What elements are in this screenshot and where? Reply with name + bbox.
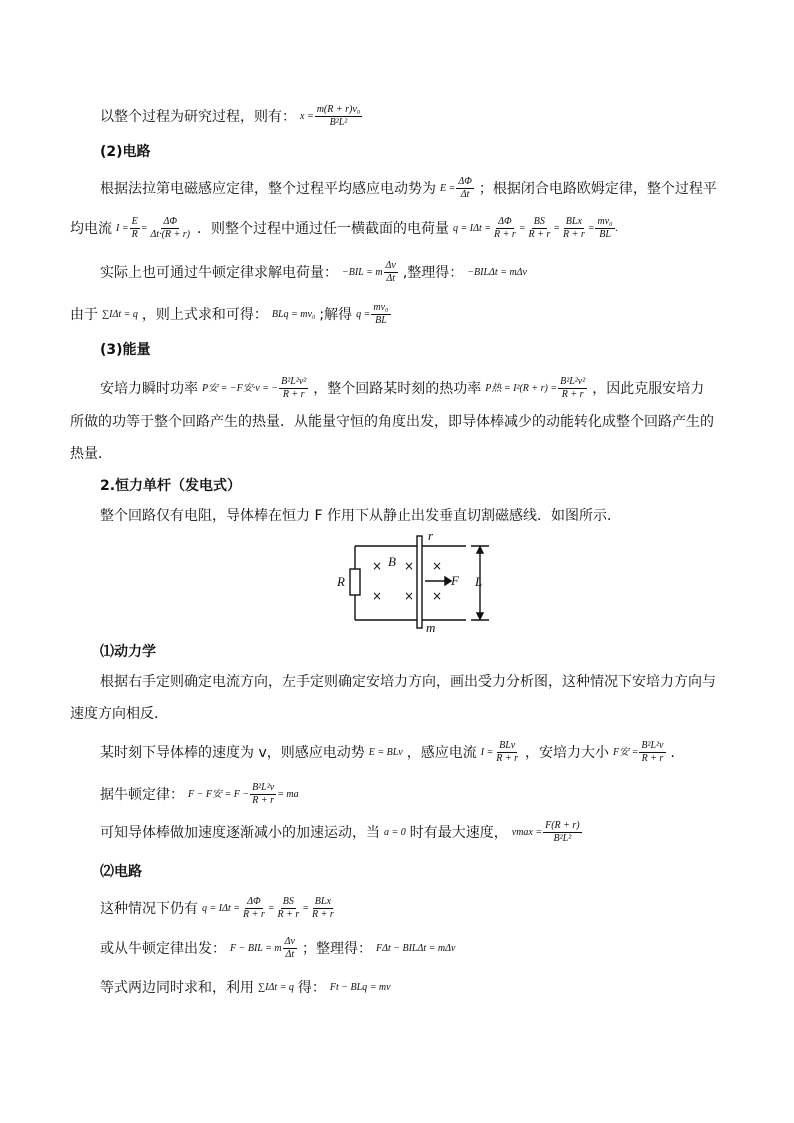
denominator: Δt [285, 949, 295, 960]
numerator: F(R + r) [545, 820, 580, 831]
field-cross: × [372, 559, 383, 573]
fraction [250, 782, 276, 807]
formula-sum: ∑IΔt = q [102, 308, 138, 320]
formula-a: a = 0 [384, 826, 406, 838]
field-cross: × [432, 559, 443, 573]
paragraph-charge [100, 896, 341, 921]
equals: = [518, 222, 526, 234]
fraction [241, 896, 267, 921]
heading-section-2: 2.恒力单杆（发电式） [100, 478, 242, 494]
label-m: m [426, 620, 436, 635]
text: ，因此克服安培力 [592, 380, 705, 397]
heading-circuit: (2)电路 [100, 144, 151, 160]
formula-result: −BILΔt = mΔv [467, 266, 527, 278]
fraction [315, 104, 363, 129]
paragraph-line: 所做的功等于整个回路产生的热量．从能量守恒的角度出发，即导体棒减少的动能转化成整个回路产生的 [70, 414, 714, 430]
numerator: ΔΦ [163, 216, 177, 227]
denominator: BL [599, 229, 611, 240]
numerator: ΔΦ [247, 896, 261, 907]
denominator: R + r [242, 909, 265, 920]
denominator: R [131, 229, 138, 240]
numerator: BLv [499, 740, 516, 751]
label-L: L [475, 574, 483, 589]
fraction [595, 216, 614, 241]
text: 时有最大速度， [409, 824, 508, 841]
text: 实际上也可通过牛顿定律求解电荷量： [100, 264, 338, 281]
formula-charge [202, 896, 337, 921]
fraction [275, 896, 301, 921]
text: ;解得 [319, 306, 353, 323]
formula-newton [188, 782, 299, 807]
formula-result: FΔt − BILΔt = mΔv [375, 942, 456, 954]
formula-lhs: F − BIL = m [230, 942, 282, 954]
denominator: Δt [460, 189, 470, 200]
field-cross: × [404, 559, 415, 573]
formula-q [356, 302, 391, 327]
fraction [310, 896, 336, 921]
text: 或从牛顿定律出发： [100, 940, 226, 957]
equals: = [553, 222, 560, 234]
formula-ampere-power [202, 376, 309, 401]
dim-arrow-bottom [477, 613, 483, 619]
paragraph-newton [100, 782, 303, 807]
denominator: B²L² [553, 833, 572, 844]
paragraph-line: 热量． [70, 446, 112, 462]
paragraph-power [100, 376, 704, 401]
formula-lhs: I = [480, 746, 494, 758]
fraction [279, 376, 308, 401]
text: ,整理得： [402, 264, 464, 281]
numerator: Δv [385, 260, 396, 271]
denominator: R + r [282, 389, 305, 400]
denominator: Δt [386, 273, 396, 284]
fraction [543, 820, 582, 845]
denominator: R + r [641, 753, 664, 764]
formula-lhs: F安 = [613, 746, 639, 758]
formula-vmax [512, 820, 583, 845]
numerator: ΔΦ [458, 176, 472, 187]
formula-lhs: E = [440, 182, 456, 194]
denominator: R + r [277, 909, 300, 920]
text: ，整个回路某时刻的热功率 [313, 380, 482, 397]
numerator: BS [282, 896, 294, 907]
denominator: R + r [252, 795, 274, 806]
numerator: B²L²v² [560, 376, 586, 387]
paragraph-total-process [100, 104, 367, 129]
paragraph-velocity [100, 740, 685, 765]
fraction [492, 216, 518, 241]
paragraph-newton-2 [100, 936, 459, 961]
formula-lhs: P热 = I²(R + r) = [485, 382, 558, 394]
formula-heat-power [485, 376, 588, 401]
numerator: BLx [314, 896, 331, 907]
formula-lhs: q = IΔt = [202, 902, 240, 914]
text: 等式两边同时求和，利用 [100, 980, 254, 996]
fraction [456, 176, 473, 201]
text: 这种情况下仍有 [100, 900, 198, 917]
label-R: R [337, 574, 345, 589]
text: ；根据闭合电路欧姆定律，整个过程平 [478, 180, 717, 197]
formula-emf: E = BLv [368, 746, 403, 758]
numerator: ΔΦ [498, 216, 512, 227]
equals: = [267, 902, 275, 914]
paragraph-line: 根据右手定则确定电流方向，左手定则确定安培力方向，画出受力分析图，这种情况下安培力方向与 [100, 674, 716, 690]
paragraph-faraday [100, 176, 717, 201]
formula-force [613, 740, 666, 765]
text: 以整个过程为研究过程，则有： [100, 108, 296, 125]
formula-result: Ft − BLq = mv [329, 982, 391, 993]
resistor [350, 569, 360, 595]
formula-lhs: q = IΔt = [453, 222, 491, 234]
numerator: B²L²v [252, 782, 275, 793]
circuit-diagram [330, 528, 500, 636]
paragraph-sum [70, 302, 396, 327]
conducting-rod [417, 536, 422, 628]
formula-lhs: I = [116, 222, 129, 234]
numerator: Δv [284, 936, 295, 947]
denominator: R + r [493, 229, 516, 240]
paragraph-intro: 整个回路仅有电阻，导体棒在恒力 F 作用下从静止出发垂直切割磁感线．如图所示． [100, 508, 621, 524]
denominator: R + r [528, 229, 551, 240]
text: 某时刻下导体棒的速度为 v，则感应电动势 [100, 744, 365, 761]
label-B: B [388, 554, 396, 569]
formula-lhs: P安 = −F安·v = − [202, 382, 279, 394]
denominator: BL [375, 315, 387, 326]
formula-current [116, 216, 193, 241]
formula-lhs: F − F安 = F − [188, 788, 250, 800]
formula-lhs: −BIL = m [342, 266, 383, 278]
numerator: E [131, 216, 138, 227]
fraction [526, 216, 552, 241]
numerator: m(R + r)v₀ [316, 104, 361, 115]
formula-newton [342, 260, 399, 285]
fraction [384, 260, 398, 285]
text: ，则上式求和可得： [141, 306, 268, 323]
paragraph-current [70, 216, 622, 241]
label-F: F [451, 573, 459, 588]
formula-lhs: x = [300, 110, 314, 122]
text: ，感应电流 [406, 744, 477, 761]
paragraph-line: 速度方向相反． [70, 706, 168, 722]
field-cross: × [404, 589, 415, 603]
numerator: BLx [565, 216, 582, 227]
dim-arrow-top [477, 547, 483, 553]
text: 得： [297, 980, 326, 996]
fraction [283, 936, 297, 961]
text: 根据法拉第电磁感应定律，整个过程平均感应电动势为 [100, 180, 436, 197]
heading-dynamics: ⑴动力学 [100, 644, 156, 660]
denominator: R + r [562, 229, 585, 240]
denominator: R + r [496, 753, 519, 764]
paragraph-sum-2 [100, 978, 395, 998]
formula-newton [230, 936, 298, 961]
formula-lhs: q = [356, 308, 371, 320]
fraction [558, 376, 587, 401]
text: ．则整个过程中通过任一横截面的电荷量 [197, 220, 449, 237]
field-cross: × [432, 589, 443, 603]
denominator: R + r [561, 389, 584, 400]
equals: = [140, 222, 148, 234]
text: 安培力瞬时功率 [100, 380, 198, 397]
fraction [639, 740, 665, 765]
fraction [494, 740, 520, 765]
period: ． [670, 744, 685, 761]
heading-circuit-2: ⑵电路 [100, 864, 142, 880]
numerator: B²L²v² [281, 376, 307, 387]
paragraph-max-velocity [100, 820, 587, 845]
label-r: r [428, 528, 434, 543]
text: ；整理得： [301, 940, 372, 957]
numerator: BS [533, 216, 545, 227]
paragraph-newton-charge [100, 260, 531, 285]
formula-charge [453, 216, 618, 241]
formula-x [300, 104, 363, 129]
fraction [130, 216, 140, 241]
equals: = [587, 222, 595, 234]
denominator: B²L² [329, 117, 348, 128]
formula-sum: ∑IΔt = q [258, 982, 294, 993]
formula-lhs: vmax = [511, 826, 543, 838]
text: 可知导体棒做加速度逐渐减小的加速运动，当 [100, 824, 380, 841]
text: 由于 [70, 306, 98, 323]
text: ，安培力大小 [525, 744, 610, 761]
fraction [371, 302, 390, 327]
numerator: mv₀ [597, 216, 613, 227]
text: 均电流 [70, 220, 112, 237]
denominator: R + r [311, 909, 334, 920]
field-cross: × [372, 589, 383, 603]
fraction [148, 216, 192, 241]
period: . [615, 222, 619, 234]
denominator: Δt·(R + r) [150, 229, 190, 240]
heading-energy: (3)能量 [100, 342, 151, 358]
numerator: B²L²v [641, 740, 664, 751]
formula-emf [440, 176, 475, 201]
fraction [561, 216, 587, 241]
formula-eq: BLq = mv₀ [271, 308, 316, 320]
text: 据牛顿定律： [100, 786, 184, 803]
formula-rhs: = ma [277, 788, 299, 800]
equals: = [302, 902, 309, 914]
formula-current [481, 740, 521, 765]
numerator: mv₀ [373, 302, 389, 313]
